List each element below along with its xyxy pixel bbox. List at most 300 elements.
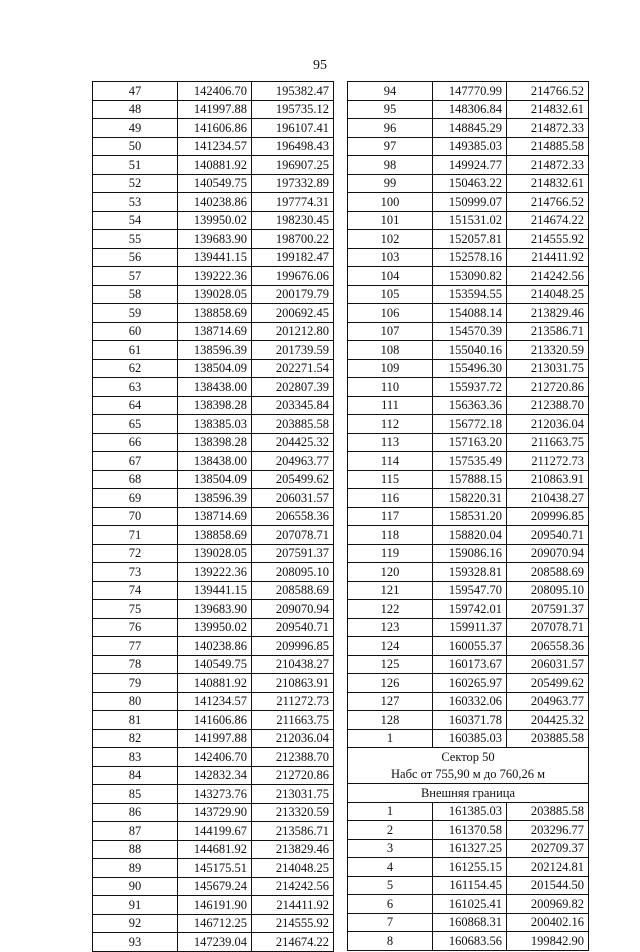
table-row — [348, 711, 589, 730]
x-coordinate-cell: 141234.57 — [178, 692, 252, 711]
table-row — [348, 156, 589, 175]
x-coordinate-cell: 147770.99 — [433, 82, 507, 101]
x-coordinate-cell: 146712.25 — [178, 914, 252, 933]
x-coordinate-cell: 139441.15 — [178, 581, 252, 600]
y-coordinate-cell: 199676.06 — [252, 267, 334, 286]
x-coordinate-cell: 138504.09 — [178, 359, 252, 378]
y-coordinate-cell: 195735.12 — [252, 100, 334, 119]
table-row — [93, 304, 334, 323]
x-coordinate-cell: 143729.90 — [178, 803, 252, 822]
y-coordinate-cell: 206031.57 — [507, 655, 589, 674]
y-coordinate-cell: 196498.43 — [252, 137, 334, 156]
table-row — [348, 876, 589, 895]
x-coordinate-cell: 158531.20 — [433, 507, 507, 526]
x-coordinate-cell: 151531.02 — [433, 211, 507, 230]
point-number-cell: 114 — [348, 452, 433, 471]
y-coordinate-cell: 210438.27 — [507, 489, 589, 508]
x-coordinate-cell: 141606.86 — [178, 711, 252, 730]
x-coordinate-cell: 139441.15 — [178, 248, 252, 267]
x-coordinate-cell: 161025.41 — [433, 895, 507, 914]
point-number-cell: 109 — [348, 359, 433, 378]
table-row — [348, 304, 589, 323]
x-coordinate-cell: 138398.28 — [178, 396, 252, 415]
x-coordinate-cell: 159086.16 — [433, 544, 507, 563]
point-number-cell: 79 — [93, 674, 178, 693]
x-coordinate-cell: 140549.75 — [178, 655, 252, 674]
table-row — [348, 100, 589, 119]
x-coordinate-cell: 138858.69 — [178, 304, 252, 323]
x-coordinate-cell: 138438.00 — [178, 452, 252, 471]
x-coordinate-cell: 144199.67 — [178, 822, 252, 841]
y-coordinate-cell: 204963.77 — [252, 452, 334, 471]
point-number-cell: 69 — [93, 489, 178, 508]
y-coordinate-cell: 214555.92 — [252, 914, 334, 933]
point-number-cell: 2 — [348, 821, 433, 840]
table-row — [348, 655, 589, 674]
table-row — [348, 470, 589, 489]
table-row — [348, 211, 589, 230]
y-coordinate-cell: 214048.25 — [507, 285, 589, 304]
table-row — [93, 341, 334, 360]
point-number-cell: 66 — [93, 433, 178, 452]
y-coordinate-cell: 206558.36 — [252, 507, 334, 526]
y-coordinate-cell: 198230.45 — [252, 211, 334, 230]
x-coordinate-cell: 148306.84 — [433, 100, 507, 119]
y-coordinate-cell: 202124.81 — [507, 858, 589, 877]
table-row — [348, 839, 589, 858]
y-coordinate-cell: 214674.22 — [507, 211, 589, 230]
table-row — [93, 933, 334, 952]
table-row — [348, 378, 589, 397]
y-coordinate-cell: 213829.46 — [252, 840, 334, 859]
table-row — [93, 692, 334, 711]
x-coordinate-cell: 146191.90 — [178, 896, 252, 915]
x-coordinate-cell: 141234.57 — [178, 137, 252, 156]
x-coordinate-cell: 138858.69 — [178, 526, 252, 545]
table-row — [348, 396, 589, 415]
x-coordinate-cell: 161154.45 — [433, 876, 507, 895]
point-number-cell: 61 — [93, 341, 178, 360]
table-row — [93, 470, 334, 489]
sector-subtitle-row — [348, 766, 589, 784]
table-row — [93, 230, 334, 249]
boundary-title-row — [348, 784, 589, 803]
point-number-cell: 102 — [348, 230, 433, 249]
point-number-cell: 95 — [348, 100, 433, 119]
point-number-cell: 5 — [348, 876, 433, 895]
sector-subtitle: Набс от 755,90 м до 760,26 м — [348, 766, 589, 784]
table-row — [348, 415, 589, 434]
y-coordinate-cell: 203885.58 — [507, 729, 589, 748]
x-coordinate-cell: 156772.18 — [433, 415, 507, 434]
x-coordinate-cell: 161385.03 — [433, 802, 507, 821]
point-number-cell: 104 — [348, 267, 433, 286]
table-row — [348, 489, 589, 508]
point-number-cell: 49 — [93, 119, 178, 138]
table-row — [93, 859, 334, 878]
point-number-cell: 100 — [348, 193, 433, 212]
x-coordinate-cell: 140549.75 — [178, 174, 252, 193]
table-row — [93, 193, 334, 212]
y-coordinate-cell: 214766.52 — [507, 193, 589, 212]
y-coordinate-cell: 213320.59 — [507, 341, 589, 360]
y-coordinate-cell: 203345.84 — [252, 396, 334, 415]
point-number-cell: 121 — [348, 581, 433, 600]
x-coordinate-cell: 138596.39 — [178, 341, 252, 360]
table-row — [348, 322, 589, 341]
x-coordinate-cell: 138398.28 — [178, 433, 252, 452]
x-coordinate-cell: 160055.37 — [433, 637, 507, 656]
point-number-cell: 82 — [93, 729, 178, 748]
y-coordinate-cell: 213320.59 — [252, 803, 334, 822]
y-coordinate-cell: 199842.90 — [507, 932, 589, 951]
table-row — [348, 600, 589, 619]
x-coordinate-cell: 140881.92 — [178, 674, 252, 693]
x-coordinate-cell: 160173.67 — [433, 655, 507, 674]
x-coordinate-cell: 139222.36 — [178, 267, 252, 286]
table-row — [93, 507, 334, 526]
table-row — [93, 322, 334, 341]
x-coordinate-cell: 144681.92 — [178, 840, 252, 859]
y-coordinate-cell: 214048.25 — [252, 859, 334, 878]
x-coordinate-cell: 138596.39 — [178, 489, 252, 508]
point-number-cell: 94 — [348, 82, 433, 101]
y-coordinate-cell: 206558.36 — [507, 637, 589, 656]
x-coordinate-cell: 158820.04 — [433, 526, 507, 545]
y-coordinate-cell: 212036.04 — [507, 415, 589, 434]
x-coordinate-cell: 159742.01 — [433, 600, 507, 619]
table-row — [348, 692, 589, 711]
y-coordinate-cell: 213586.71 — [252, 822, 334, 841]
x-coordinate-cell: 156363.36 — [433, 396, 507, 415]
x-coordinate-cell: 157163.20 — [433, 433, 507, 452]
x-coordinate-cell: 153594.55 — [433, 285, 507, 304]
table-row — [348, 526, 589, 545]
x-coordinate-cell: 149385.03 — [433, 137, 507, 156]
x-coordinate-cell: 160332.06 — [433, 692, 507, 711]
point-number-cell: 103 — [348, 248, 433, 267]
table-row — [93, 137, 334, 156]
table-row — [93, 396, 334, 415]
boundary-title: Внешняя граница — [348, 784, 589, 803]
table-row — [93, 248, 334, 267]
point-number-cell: 7 — [348, 913, 433, 932]
point-number-cell: 68 — [93, 470, 178, 489]
y-coordinate-cell: 204963.77 — [507, 692, 589, 711]
point-number-cell: 75 — [93, 600, 178, 619]
point-number-cell: 63 — [93, 378, 178, 397]
y-coordinate-cell: 205499.62 — [507, 674, 589, 693]
point-number-cell: 76 — [93, 618, 178, 637]
table-row — [348, 137, 589, 156]
point-number-cell: 92 — [93, 914, 178, 933]
point-number-cell: 55 — [93, 230, 178, 249]
y-coordinate-cell: 214242.56 — [252, 877, 334, 896]
point-number-cell: 51 — [93, 156, 178, 175]
point-number-cell: 105 — [348, 285, 433, 304]
table-row — [348, 82, 589, 101]
y-coordinate-cell: 204425.32 — [252, 433, 334, 452]
table-row — [348, 913, 589, 932]
y-coordinate-cell: 214872.33 — [507, 119, 589, 138]
x-coordinate-cell: 152578.16 — [433, 248, 507, 267]
y-coordinate-cell: 197774.31 — [252, 193, 334, 212]
y-coordinate-cell: 208588.69 — [507, 563, 589, 582]
point-number-cell: 107 — [348, 322, 433, 341]
table-row — [93, 378, 334, 397]
x-coordinate-cell: 147239.04 — [178, 933, 252, 952]
table-row — [93, 100, 334, 119]
x-coordinate-cell: 154570.39 — [433, 322, 507, 341]
y-coordinate-cell: 199182.47 — [252, 248, 334, 267]
point-number-cell: 116 — [348, 489, 433, 508]
point-number-cell: 120 — [348, 563, 433, 582]
y-coordinate-cell: 202709.37 — [507, 839, 589, 858]
x-coordinate-cell: 140881.92 — [178, 156, 252, 175]
point-number-cell: 119 — [348, 544, 433, 563]
point-number-cell: 127 — [348, 692, 433, 711]
table-row — [348, 821, 589, 840]
x-coordinate-cell: 139683.90 — [178, 230, 252, 249]
point-number-cell: 50 — [93, 137, 178, 156]
point-number-cell: 110 — [348, 378, 433, 397]
x-coordinate-cell: 153090.82 — [433, 267, 507, 286]
point-number-cell: 84 — [93, 766, 178, 785]
y-coordinate-cell: 214832.61 — [507, 100, 589, 119]
y-coordinate-cell: 209996.85 — [507, 507, 589, 526]
table-row — [348, 618, 589, 637]
table-row — [348, 433, 589, 452]
x-coordinate-cell: 155496.30 — [433, 359, 507, 378]
x-coordinate-cell: 142406.70 — [178, 748, 252, 767]
x-coordinate-cell: 161255.15 — [433, 858, 507, 877]
table-row — [348, 248, 589, 267]
y-coordinate-cell: 214766.52 — [507, 82, 589, 101]
table-row — [348, 341, 589, 360]
y-coordinate-cell: 212036.04 — [252, 729, 334, 748]
point-number-cell: 118 — [348, 526, 433, 545]
point-number-cell: 108 — [348, 341, 433, 360]
x-coordinate-cell: 152057.81 — [433, 230, 507, 249]
table-row — [348, 674, 589, 693]
y-coordinate-cell: 200402.16 — [507, 913, 589, 932]
table-row — [93, 822, 334, 841]
table-row — [348, 119, 589, 138]
y-coordinate-cell: 201739.59 — [252, 341, 334, 360]
table-row — [93, 637, 334, 656]
y-coordinate-cell: 201212.80 — [252, 322, 334, 341]
x-coordinate-cell: 160265.97 — [433, 674, 507, 693]
y-coordinate-cell: 212388.70 — [507, 396, 589, 415]
point-number-cell: 124 — [348, 637, 433, 656]
y-coordinate-cell: 205499.62 — [252, 470, 334, 489]
point-number-cell: 80 — [93, 692, 178, 711]
table-row — [93, 711, 334, 730]
point-number-cell: 58 — [93, 285, 178, 304]
sector-title: Сектор 50 — [348, 748, 589, 766]
y-coordinate-cell: 206031.57 — [252, 489, 334, 508]
y-coordinate-cell: 203885.58 — [252, 415, 334, 434]
x-coordinate-cell: 138438.00 — [178, 378, 252, 397]
point-number-cell: 74 — [93, 581, 178, 600]
x-coordinate-cell: 155040.16 — [433, 341, 507, 360]
y-coordinate-cell: 212388.70 — [252, 748, 334, 767]
point-number-cell: 78 — [93, 655, 178, 674]
table-row — [93, 526, 334, 545]
point-number-cell: 59 — [93, 304, 178, 323]
sector-title-row — [348, 748, 589, 766]
table-row — [93, 452, 334, 471]
y-coordinate-cell: 212720.86 — [507, 378, 589, 397]
point-number-cell: 96 — [348, 119, 433, 138]
point-number-cell: 56 — [93, 248, 178, 267]
page-number: 95 — [313, 58, 327, 73]
table-row — [93, 82, 334, 101]
table-row — [348, 932, 589, 951]
y-coordinate-cell: 214411.92 — [507, 248, 589, 267]
y-coordinate-cell: 214872.33 — [507, 156, 589, 175]
point-number-cell: 6 — [348, 895, 433, 914]
point-number-cell: 57 — [93, 267, 178, 286]
table-row — [348, 729, 589, 748]
y-coordinate-cell: 195382.47 — [252, 82, 334, 101]
y-coordinate-cell: 198700.22 — [252, 230, 334, 249]
point-number-cell: 128 — [348, 711, 433, 730]
table-row — [348, 544, 589, 563]
x-coordinate-cell: 155937.72 — [433, 378, 507, 397]
point-number-cell: 65 — [93, 415, 178, 434]
y-coordinate-cell: 212720.86 — [252, 766, 334, 785]
y-coordinate-cell: 209070.94 — [507, 544, 589, 563]
y-coordinate-cell: 210438.27 — [252, 655, 334, 674]
y-coordinate-cell: 200692.45 — [252, 304, 334, 323]
table-row — [348, 174, 589, 193]
point-number-cell: 73 — [93, 563, 178, 582]
x-coordinate-cell: 138385.03 — [178, 415, 252, 434]
table-row — [348, 581, 589, 600]
point-number-cell: 1 — [348, 729, 433, 748]
point-number-cell: 53 — [93, 193, 178, 212]
x-coordinate-cell: 142832.34 — [178, 766, 252, 785]
y-coordinate-cell: 213031.75 — [507, 359, 589, 378]
point-number-cell: 99 — [348, 174, 433, 193]
x-coordinate-cell: 159328.81 — [433, 563, 507, 582]
x-coordinate-cell: 141606.86 — [178, 119, 252, 138]
x-coordinate-cell: 139028.05 — [178, 544, 252, 563]
y-coordinate-cell: 208588.69 — [252, 581, 334, 600]
x-coordinate-cell: 150999.07 — [433, 193, 507, 212]
point-number-cell: 101 — [348, 211, 433, 230]
y-coordinate-cell: 208095.10 — [252, 563, 334, 582]
table-row — [348, 895, 589, 914]
table-row — [93, 674, 334, 693]
table-row — [348, 637, 589, 656]
y-coordinate-cell: 210863.91 — [507, 470, 589, 489]
point-number-cell: 48 — [93, 100, 178, 119]
y-coordinate-cell: 214832.61 — [507, 174, 589, 193]
x-coordinate-cell: 158220.31 — [433, 489, 507, 508]
point-number-cell: 72 — [93, 544, 178, 563]
y-coordinate-cell: 207591.37 — [507, 600, 589, 619]
table-row — [93, 285, 334, 304]
table-row — [93, 877, 334, 896]
table-row — [93, 359, 334, 378]
y-coordinate-cell: 196907.25 — [252, 156, 334, 175]
table-row — [93, 766, 334, 785]
y-coordinate-cell: 201544.50 — [507, 876, 589, 895]
y-coordinate-cell: 209540.71 — [507, 526, 589, 545]
y-coordinate-cell: 200969.82 — [507, 895, 589, 914]
table-row — [348, 230, 589, 249]
x-coordinate-cell: 139028.05 — [178, 285, 252, 304]
point-number-cell: 83 — [93, 748, 178, 767]
point-number-cell: 47 — [93, 82, 178, 101]
y-coordinate-cell: 211272.73 — [507, 452, 589, 471]
x-coordinate-cell: 154088.14 — [433, 304, 507, 323]
table-row — [93, 563, 334, 582]
y-coordinate-cell: 214242.56 — [507, 267, 589, 286]
table-row — [93, 600, 334, 619]
table-row — [348, 452, 589, 471]
point-number-cell: 123 — [348, 618, 433, 637]
table-row — [93, 655, 334, 674]
table-row — [348, 858, 589, 877]
point-number-cell: 86 — [93, 803, 178, 822]
y-coordinate-cell: 203885.58 — [507, 802, 589, 821]
x-coordinate-cell: 140238.86 — [178, 193, 252, 212]
point-number-cell: 4 — [348, 858, 433, 877]
x-coordinate-cell: 139683.90 — [178, 600, 252, 619]
x-coordinate-cell: 161370.58 — [433, 821, 507, 840]
table-row — [93, 415, 334, 434]
y-coordinate-cell: 207078.71 — [507, 618, 589, 637]
x-coordinate-cell: 145175.51 — [178, 859, 252, 878]
x-coordinate-cell: 139950.02 — [178, 211, 252, 230]
x-coordinate-cell: 157888.15 — [433, 470, 507, 489]
coordinates-table-right — [347, 81, 589, 951]
point-number-cell: 77 — [93, 637, 178, 656]
point-number-cell: 113 — [348, 433, 433, 452]
table-row — [348, 285, 589, 304]
y-coordinate-cell: 209996.85 — [252, 637, 334, 656]
point-number-cell: 122 — [348, 600, 433, 619]
y-coordinate-cell: 214555.92 — [507, 230, 589, 249]
x-coordinate-cell: 150463.22 — [433, 174, 507, 193]
point-number-cell: 64 — [93, 396, 178, 415]
table-row — [93, 748, 334, 767]
table-row — [93, 914, 334, 933]
x-coordinate-cell: 139950.02 — [178, 618, 252, 637]
x-coordinate-cell: 139222.36 — [178, 563, 252, 582]
x-coordinate-cell: 138714.69 — [178, 322, 252, 341]
y-coordinate-cell: 211663.75 — [507, 433, 589, 452]
y-coordinate-cell: 211272.73 — [252, 692, 334, 711]
point-number-cell: 81 — [93, 711, 178, 730]
point-number-cell: 71 — [93, 526, 178, 545]
point-number-cell: 67 — [93, 452, 178, 471]
x-coordinate-cell: 140238.86 — [178, 637, 252, 656]
x-coordinate-cell: 159911.37 — [433, 618, 507, 637]
table-row — [93, 896, 334, 915]
y-coordinate-cell: 213829.46 — [507, 304, 589, 323]
point-number-cell: 91 — [93, 896, 178, 915]
table-row — [348, 193, 589, 212]
y-coordinate-cell: 197332.89 — [252, 174, 334, 193]
point-number-cell: 8 — [348, 932, 433, 951]
x-coordinate-cell: 160868.31 — [433, 913, 507, 932]
table-row — [93, 729, 334, 748]
y-coordinate-cell: 214885.58 — [507, 137, 589, 156]
